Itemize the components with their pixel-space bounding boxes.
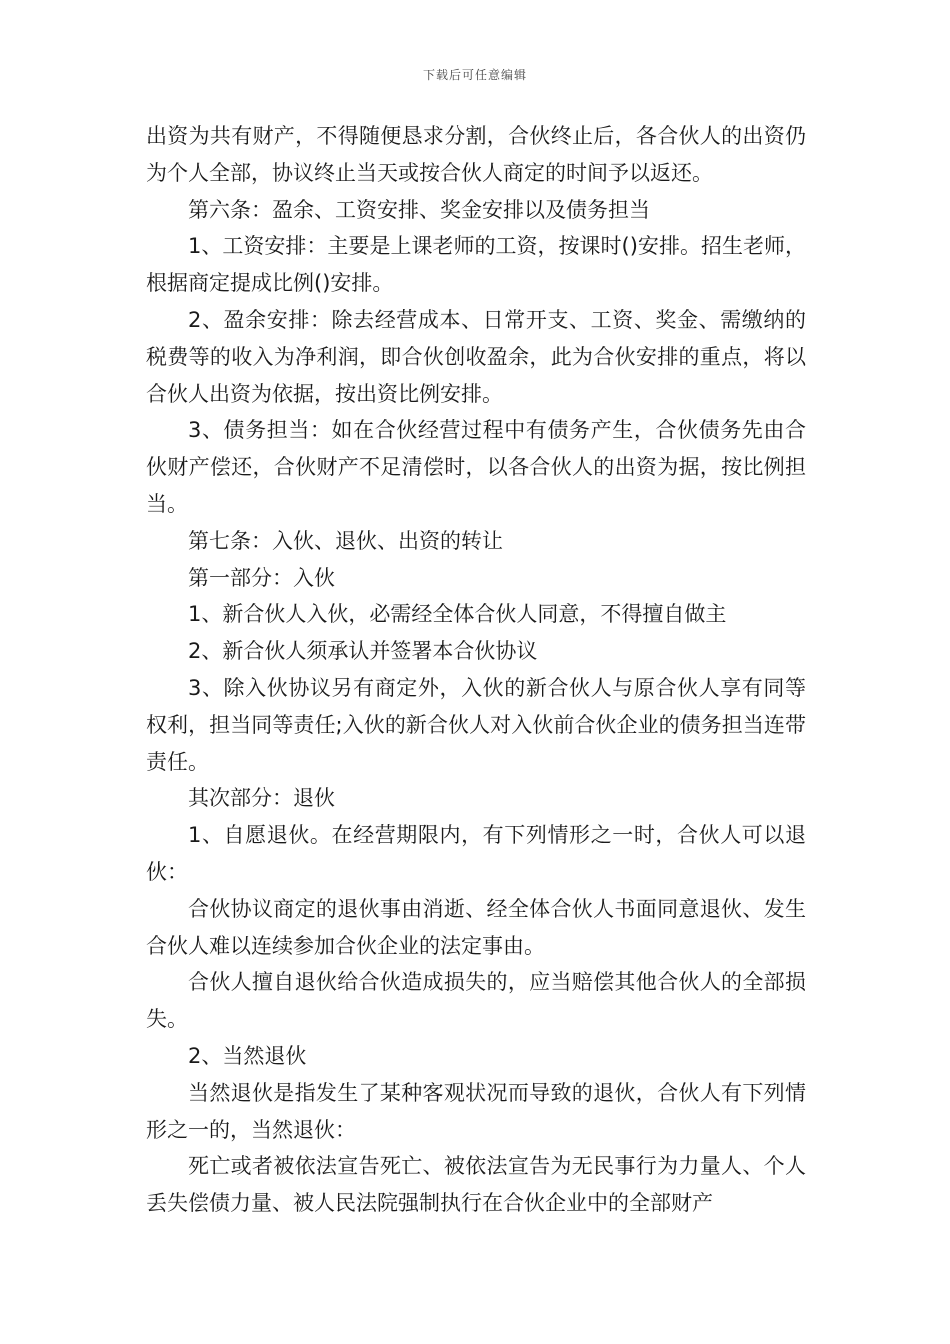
paragraph: 当然退伙是指发生了某种客观状况而导致的退伙，合伙人有下列情形之一的，当然退伙： bbox=[146, 1080, 806, 1142]
paragraph: 第六条：盈余、工资安排、奖金安排以及债务担当 bbox=[188, 197, 650, 222]
paragraph: 2、当然退伙 bbox=[188, 1043, 307, 1068]
paragraph: 1、新合伙人入伙，必需经全体合伙人同意，不得擅自做主 bbox=[188, 602, 727, 627]
paragraph: 第七条：入伙、退伙、出资的转让 bbox=[188, 528, 503, 553]
paragraph: 2、盈余安排：除去经营成本、日常开支、工资、奖金、需缴纳的税费等的收入为净利润，即合伙创收盈余，此为合伙安排的重点，将以合伙人出资为依据，按出资比例安排。 bbox=[146, 307, 806, 406]
document-body bbox=[146, 118, 806, 1222]
paragraph: 合伙人擅自退伙给合伙造成损失的，应当赔偿其他合伙人的全部损失。 bbox=[146, 970, 806, 1032]
paragraph: 1、自愿退伙。在经营期限内，有下列情形之一时，合伙人可以退伙： bbox=[146, 823, 806, 884]
page-header: 下载后可任意编辑 bbox=[422, 68, 527, 82]
paragraph: 第一部分：入伙 bbox=[188, 565, 335, 590]
paragraph: 2、新合伙人须承认并签署本合伙协议 bbox=[188, 639, 538, 664]
paragraph: 1、工资安排：主要是上课老师的工资，按课时()安排。招生老师，根据商定提成比例()安排。 bbox=[146, 234, 806, 296]
paragraph: 3、债务担当：如在合伙经营过程中有债务产生，合伙债务先由合伙财产偿还，合伙财产不足清偿时，以各合伙人的出资为据，按比例担当。 bbox=[146, 418, 806, 516]
paragraph: 其次部分：退伙 bbox=[188, 786, 335, 811]
paragraph: 3、除入伙协议另有商定外，入伙的新合伙人与原合伙人享有同等权利，担当同等责任;入伙的新合伙人对入伙前合伙企业的债务担当连带责任。 bbox=[146, 675, 806, 774]
paragraph: 合伙协议商定的退伙事由消逝、经全体合伙人书面同意退伙、发生合伙人难以连续参加合伙企业的法定事由。 bbox=[146, 896, 806, 958]
paragraph: 死亡或者被依法宣告死亡、被依法宣告为无民事行为力量人、个人丢失偿债力量、被人民法院强制执行在合伙企业中的全部财产 bbox=[146, 1154, 806, 1216]
paragraph: 出资为共有财产，不得随便恳求分割，合伙终止后，各合伙人的出资仍为个人全部，协议终止当天或按合伙人商定的时间予以返还。 bbox=[146, 124, 806, 185]
